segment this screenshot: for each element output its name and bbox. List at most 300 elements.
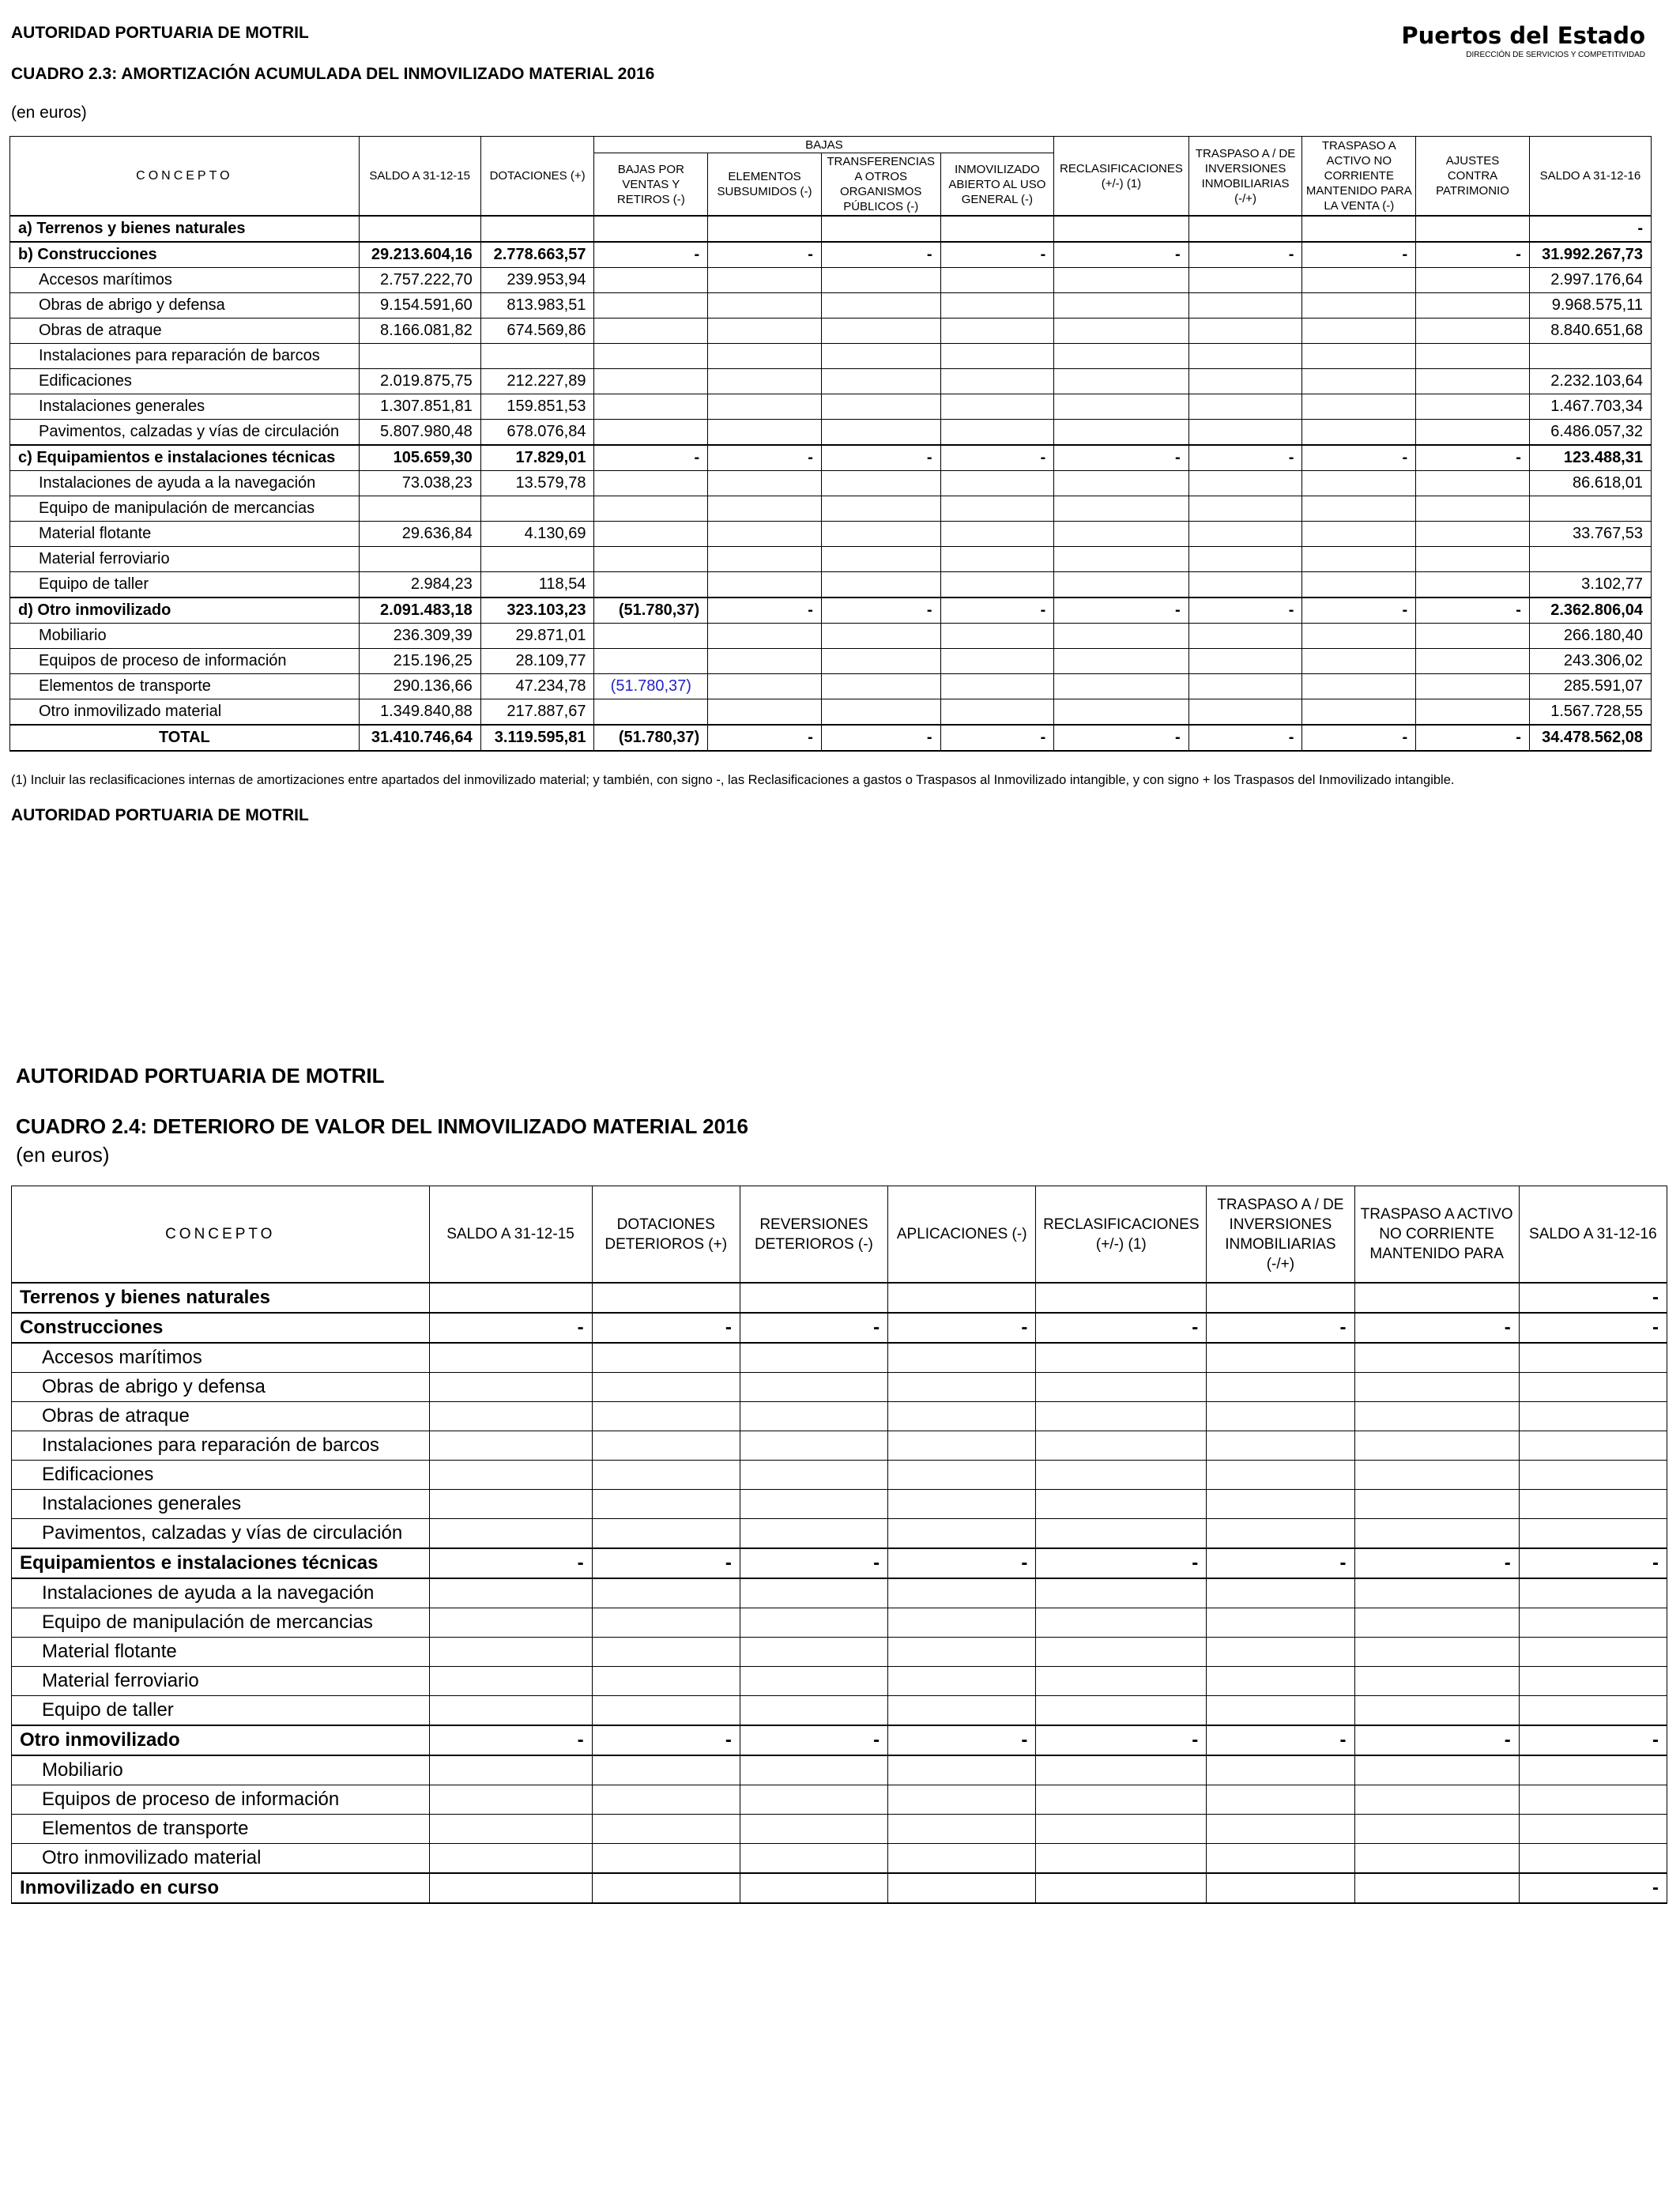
table-row — [10, 547, 1652, 572]
table-row — [12, 1519, 1667, 1549]
table-row — [12, 1578, 1667, 1608]
table-cell — [1416, 674, 1530, 699]
brand-subtitle: DIRECCIÓN DE SERVICIOS Y COMPETITIVIDAD — [1466, 51, 1645, 59]
row-label: Instalaciones para reparación de barcos — [12, 1431, 430, 1461]
table-row — [12, 1667, 1667, 1696]
table-cell — [594, 649, 708, 674]
table-cell — [740, 1815, 887, 1844]
table-cell — [1302, 674, 1416, 699]
table-cell — [1054, 344, 1188, 369]
table-cell — [708, 344, 822, 369]
table-cell — [1302, 522, 1416, 547]
table-cell — [1529, 496, 1651, 522]
table-cell — [1036, 1578, 1207, 1608]
table-row — [10, 293, 1652, 319]
table-cell — [592, 1431, 740, 1461]
table-cell — [429, 1373, 592, 1402]
table-row — [12, 1343, 1667, 1373]
col-transferencias: TRANSFERENCIAS A OTROS ORGANISMOS PÚBLICOS (-) — [821, 153, 940, 217]
table-cell — [594, 420, 708, 446]
table-cell: - — [708, 598, 822, 624]
table-cell — [480, 344, 594, 369]
table-cell — [1036, 1667, 1207, 1696]
table-cell — [1302, 624, 1416, 649]
table-cell — [940, 699, 1054, 726]
table-cell — [1354, 1578, 1519, 1608]
table-row — [10, 699, 1652, 726]
table-cell — [1054, 394, 1188, 420]
table-cell — [888, 1785, 1036, 1815]
table-cell — [740, 1461, 887, 1490]
table-cell: 34.478.562,08 — [1529, 725, 1651, 751]
table-cell: 678.076,84 — [480, 420, 594, 446]
table-cell — [1054, 649, 1188, 674]
table-cell: 2.232.103,64 — [1529, 369, 1651, 394]
table-cell — [708, 216, 822, 242]
row-label: TOTAL — [10, 725, 360, 751]
table-cell — [1188, 624, 1302, 649]
table-cell — [708, 624, 822, 649]
row-label: Equipo de taller — [12, 1696, 430, 1726]
row-label: Instalaciones para reparación de barcos — [10, 344, 360, 369]
t2-col-saldo-15: SALDO A 31-12-15 — [429, 1186, 592, 1284]
table-cell — [594, 471, 708, 496]
table-cell: 47.234,78 — [480, 674, 594, 699]
table-cell: - — [1036, 1548, 1207, 1578]
table-cell — [940, 547, 1054, 572]
table-cell — [1207, 1755, 1354, 1785]
table-cell: - — [1529, 216, 1651, 242]
table-cell — [1416, 471, 1530, 496]
table-cell: - — [594, 242, 708, 268]
table-cell — [708, 649, 822, 674]
table-cell — [1519, 1461, 1667, 1490]
table-cell — [1188, 572, 1302, 598]
table-cell — [821, 319, 940, 344]
brand-logo: Puertos del Estado — [1401, 22, 1645, 49]
table-cell — [592, 1608, 740, 1638]
table-cell: - — [740, 1313, 887, 1343]
table-cell — [1054, 471, 1188, 496]
table-cell — [592, 1461, 740, 1490]
table-cell — [821, 216, 940, 242]
table-cell — [1354, 1490, 1519, 1519]
table-cell — [594, 369, 708, 394]
table-cell — [429, 1490, 592, 1519]
table-cell: 2.757.222,70 — [359, 268, 480, 293]
row-label: Inmovilizado en curso — [12, 1873, 430, 1903]
table-cell: - — [821, 242, 940, 268]
col-reclasificaciones: RECLASIFICACIONES (+/-) (1) — [1054, 137, 1188, 217]
table-row — [10, 598, 1652, 624]
table-cell — [1416, 344, 1530, 369]
table-cell: - — [1054, 445, 1188, 471]
table-cell — [940, 394, 1054, 420]
table-row — [10, 649, 1652, 674]
row-label: Otro inmovilizado material — [10, 699, 360, 726]
table-cell — [1188, 293, 1302, 319]
table-cell — [1416, 268, 1530, 293]
table-cell — [592, 1283, 740, 1313]
table-cell — [708, 674, 822, 699]
table-cell — [1354, 1667, 1519, 1696]
table-row — [12, 1638, 1667, 1667]
table-cell — [1416, 522, 1530, 547]
table-cell — [740, 1696, 887, 1726]
col-ajustes: AJUSTES CONTRA PATRIMONIO — [1416, 137, 1530, 217]
table-cell: 212.227,89 — [480, 369, 594, 394]
table-cell — [940, 649, 1054, 674]
table-cell — [1354, 1373, 1519, 1402]
table-cell — [1036, 1844, 1207, 1874]
table-cell — [1036, 1815, 1207, 1844]
table-cell — [821, 624, 940, 649]
org-name: AUTORIDAD PORTUARIA DE MOTRIL — [11, 24, 309, 42]
table-cell — [592, 1490, 740, 1519]
row-label: Instalaciones de ayuda a la navegación — [12, 1578, 430, 1608]
table-cell — [592, 1667, 740, 1696]
table-cell — [708, 522, 822, 547]
table-cell — [1036, 1283, 1207, 1313]
table-cell: 3.102,77 — [1529, 572, 1651, 598]
table-cell — [592, 1402, 740, 1431]
table-cell: 674.569,86 — [480, 319, 594, 344]
table-cell: 31.410.746,64 — [359, 725, 480, 751]
table-cell — [1188, 496, 1302, 522]
table-cell — [1416, 496, 1530, 522]
row-label: Construcciones — [12, 1313, 430, 1343]
table-cell — [821, 649, 940, 674]
table-cell — [1519, 1373, 1667, 1402]
table-cell — [1519, 1519, 1667, 1549]
table-cell — [708, 319, 822, 344]
table-cell — [592, 1578, 740, 1608]
table-row — [12, 1402, 1667, 1431]
row-label: Instalaciones de ayuda a la navegación — [10, 471, 360, 496]
table-cell — [708, 268, 822, 293]
row-label: Elementos de transporte — [12, 1815, 430, 1844]
table-cell: - — [1302, 598, 1416, 624]
table-cell: 8.166.081,82 — [359, 319, 480, 344]
table-cell: - — [1519, 1313, 1667, 1343]
table-cell — [940, 624, 1054, 649]
table-cell: - — [940, 445, 1054, 471]
table-cell — [888, 1283, 1036, 1313]
table-cell: 1.349.840,88 — [359, 699, 480, 726]
table-cell — [888, 1431, 1036, 1461]
table-cell — [940, 420, 1054, 446]
table-cell: - — [1207, 1313, 1354, 1343]
table-cell — [940, 572, 1054, 598]
table-cell — [1036, 1638, 1207, 1667]
table-cell — [1188, 369, 1302, 394]
table-cell: 13.579,78 — [480, 471, 594, 496]
table-cell — [1188, 420, 1302, 446]
table-cell: 217.887,67 — [480, 699, 594, 726]
table-cell — [888, 1461, 1036, 1490]
table-cell: - — [821, 725, 940, 751]
table-cell — [940, 319, 1054, 344]
table-cell — [429, 1696, 592, 1726]
row-label: Obras de atraque — [10, 319, 360, 344]
table-cell — [1207, 1873, 1354, 1903]
table-cell: 3.119.595,81 — [480, 725, 594, 751]
table-cell: - — [429, 1548, 592, 1578]
table-cell — [1354, 1283, 1519, 1313]
table-cell — [1302, 268, 1416, 293]
table-cell: - — [888, 1313, 1036, 1343]
table-cell: - — [592, 1548, 740, 1578]
table-cell: - — [940, 242, 1054, 268]
table-cell: - — [1354, 1725, 1519, 1755]
table-row — [10, 674, 1652, 699]
table-cell — [1207, 1638, 1354, 1667]
table-row — [10, 445, 1652, 471]
table-row — [12, 1490, 1667, 1519]
table-cell — [821, 293, 940, 319]
table-cell — [888, 1343, 1036, 1373]
table-cell — [740, 1490, 887, 1519]
table-cell — [429, 1461, 592, 1490]
table-cell — [1036, 1343, 1207, 1373]
table-cell — [1302, 394, 1416, 420]
table-row — [10, 496, 1652, 522]
col-elementos-subsumidos: ELEMENTOS SUBSUMIDOS (-) — [708, 153, 822, 217]
table-cell: 9.968.575,11 — [1529, 293, 1651, 319]
row-label: Equipamientos e instalaciones técnicas — [12, 1548, 430, 1578]
table-cell: - — [594, 445, 708, 471]
table-cell — [888, 1638, 1036, 1667]
table-cell — [1188, 216, 1302, 242]
table-row — [10, 624, 1652, 649]
table-cell — [888, 1873, 1036, 1903]
table-cell — [1207, 1373, 1354, 1402]
row-label: Material flotante — [10, 522, 360, 547]
table-cell — [429, 1815, 592, 1844]
table-cell: (51.780,37) — [594, 674, 708, 699]
footnote: (1) Incluir las reclasificaciones internas de amortizaciones entre apartados del inmovilizado material; y también, con signo -, las Reclasificaciones a gastos o Traspasos al Inmovilizado intangible, y con signo + los Traspasos del Inmovilizado intangible. — [11, 773, 1455, 787]
table-cell — [1188, 547, 1302, 572]
t2-col-concepto: CONCEPTO — [12, 1186, 430, 1284]
table-cell — [821, 369, 940, 394]
table-cell — [594, 344, 708, 369]
table-row — [12, 1461, 1667, 1490]
table-cell — [359, 547, 480, 572]
col-traspaso-activo: TRASPASO A ACTIVO NO CORRIENTE MANTENIDO PARA LA VENTA (-) — [1302, 137, 1416, 217]
table-cell — [1036, 1490, 1207, 1519]
table-cell — [1207, 1844, 1354, 1874]
row-label: Mobiliario — [12, 1755, 430, 1785]
table-cell — [1519, 1490, 1667, 1519]
row-label: b) Construcciones — [10, 242, 360, 268]
table-cell — [1188, 394, 1302, 420]
table-row — [12, 1283, 1667, 1313]
row-label: Elementos de transporte — [10, 674, 360, 699]
table-cell — [1302, 344, 1416, 369]
table-cell: - — [1302, 242, 1416, 268]
row-label: Equipos de proceso de información — [12, 1785, 430, 1815]
table-cell — [1354, 1815, 1519, 1844]
row-label: a) Terrenos y bienes naturales — [10, 216, 360, 242]
table-cell: 243.306,02 — [1529, 649, 1651, 674]
table-cell: 2.091.483,18 — [359, 598, 480, 624]
table-cell — [1302, 293, 1416, 319]
table-cell: 2.019.875,75 — [359, 369, 480, 394]
table-cell: - — [592, 1313, 740, 1343]
row-label: Edificaciones — [10, 369, 360, 394]
table-cell — [1302, 496, 1416, 522]
table-row — [10, 242, 1652, 268]
table-cell — [1054, 216, 1188, 242]
table-cell — [429, 1578, 592, 1608]
table-cell — [1036, 1785, 1207, 1815]
table-row — [12, 1608, 1667, 1638]
table-cell — [888, 1373, 1036, 1402]
table-cell: 5.807.980,48 — [359, 420, 480, 446]
table-cell: 1.567.728,55 — [1529, 699, 1651, 726]
row-label: Obras de atraque — [12, 1402, 430, 1431]
table-cell: 2.997.176,64 — [1529, 268, 1651, 293]
table-cell — [1354, 1873, 1519, 1903]
table-cell — [821, 572, 940, 598]
table-cell — [594, 547, 708, 572]
table-cell — [940, 293, 1054, 319]
table-cell — [821, 268, 940, 293]
table-row — [10, 725, 1652, 751]
table-cell — [1054, 522, 1188, 547]
table-cell — [1519, 1696, 1667, 1726]
table-cell: - — [740, 1548, 887, 1578]
table-cell — [594, 293, 708, 319]
table-row — [12, 1548, 1667, 1578]
table-cell — [888, 1608, 1036, 1638]
table-cell — [940, 471, 1054, 496]
table-cell — [429, 1755, 592, 1785]
table1-title: CUADRO 2.3: AMORTIZACIÓN ACUMULADA DEL INMOVILIZADO MATERIAL 2016 — [11, 65, 655, 83]
table-cell — [1207, 1283, 1354, 1313]
table-cell — [1302, 699, 1416, 726]
table-cell — [1036, 1402, 1207, 1431]
row-label: Otro inmovilizado — [12, 1725, 430, 1755]
table-cell: 33.767,53 — [1529, 522, 1651, 547]
table-cell — [821, 394, 940, 420]
table-cell — [1529, 344, 1651, 369]
table-cell — [1207, 1461, 1354, 1490]
table-cell — [1519, 1815, 1667, 1844]
table-cell — [592, 1696, 740, 1726]
table-cell: 290.136,66 — [359, 674, 480, 699]
table-cell — [429, 1343, 592, 1373]
row-label: Material ferroviario — [10, 547, 360, 572]
table-cell — [1302, 319, 1416, 344]
row-label: Equipo de taller — [10, 572, 360, 598]
table-cell — [1519, 1785, 1667, 1815]
table-cell — [1519, 1431, 1667, 1461]
row-label: c) Equipamientos e instalaciones técnicas — [10, 445, 360, 471]
col-inmovilizado-abierto: INMOVILIZADO ABIERTO AL USO GENERAL (-) — [940, 153, 1054, 217]
table-cell — [592, 1373, 740, 1402]
table-cell — [1302, 369, 1416, 394]
table-cell: 1.307.851,81 — [359, 394, 480, 420]
table-cell: - — [821, 598, 940, 624]
table-cell — [1207, 1696, 1354, 1726]
table-cell — [1416, 216, 1530, 242]
table-cell — [888, 1402, 1036, 1431]
table-row — [12, 1696, 1667, 1726]
table-cell: - — [1036, 1313, 1207, 1343]
table-row — [12, 1785, 1667, 1815]
table-cell — [1188, 268, 1302, 293]
table-cell — [1036, 1431, 1207, 1461]
table-cell — [1207, 1578, 1354, 1608]
table-cell — [1354, 1785, 1519, 1815]
table-cell — [594, 572, 708, 598]
table-cell — [592, 1815, 740, 1844]
table-row — [10, 344, 1652, 369]
table-cell — [708, 572, 822, 598]
table-cell — [1036, 1519, 1207, 1549]
table-cell: (51.780,37) — [594, 725, 708, 751]
table-cell — [940, 369, 1054, 394]
table-cell — [1036, 1873, 1207, 1903]
table-cell: 105.659,30 — [359, 445, 480, 471]
table-cell: - — [1188, 725, 1302, 751]
table-cell: - — [1036, 1725, 1207, 1755]
table-cell — [821, 547, 940, 572]
table-cell — [740, 1578, 887, 1608]
table-row — [10, 369, 1652, 394]
table-cell — [1207, 1343, 1354, 1373]
table2-unit: (en euros) — [16, 1143, 110, 1167]
table-cell — [1054, 496, 1188, 522]
table-row — [12, 1313, 1667, 1343]
t2-col-reclasificaciones: RECLASIFICACIONES (+/-) (1) — [1036, 1186, 1207, 1284]
table-cell — [940, 216, 1054, 242]
table-row — [10, 394, 1652, 420]
table-cell — [429, 1608, 592, 1638]
table-cell — [740, 1402, 887, 1431]
table-cell — [888, 1844, 1036, 1874]
table-cell — [708, 471, 822, 496]
table-cell — [1519, 1667, 1667, 1696]
table-cell: 86.618,01 — [1529, 471, 1651, 496]
table-row — [12, 1815, 1667, 1844]
table-cell — [1354, 1696, 1519, 1726]
table-cell: 17.829,01 — [480, 445, 594, 471]
table-cell — [1188, 699, 1302, 726]
table-cell: - — [1354, 1313, 1519, 1343]
table-cell: 2.778.663,57 — [480, 242, 594, 268]
t2-col-aplicaciones: APLICACIONES (-) — [888, 1186, 1036, 1284]
table-cell — [592, 1755, 740, 1785]
table-cell — [594, 699, 708, 726]
row-label: Pavimentos, calzadas y vías de circulación — [12, 1519, 430, 1549]
table-cell — [429, 1667, 592, 1696]
table-cell — [1302, 471, 1416, 496]
col-concepto: CONCEPTO — [10, 137, 360, 217]
table-cell — [940, 344, 1054, 369]
table-cell — [1416, 293, 1530, 319]
table-cell: 29.871,01 — [480, 624, 594, 649]
table-row — [12, 1725, 1667, 1755]
table-cell — [429, 1431, 592, 1461]
section2-org-name: AUTORIDAD PORTUARIA DE MOTRIL — [16, 1064, 385, 1088]
table-row — [12, 1873, 1667, 1903]
table-cell: - — [708, 445, 822, 471]
table-cell — [1207, 1431, 1354, 1461]
table-cell: - — [1207, 1725, 1354, 1755]
table-row — [10, 572, 1652, 598]
